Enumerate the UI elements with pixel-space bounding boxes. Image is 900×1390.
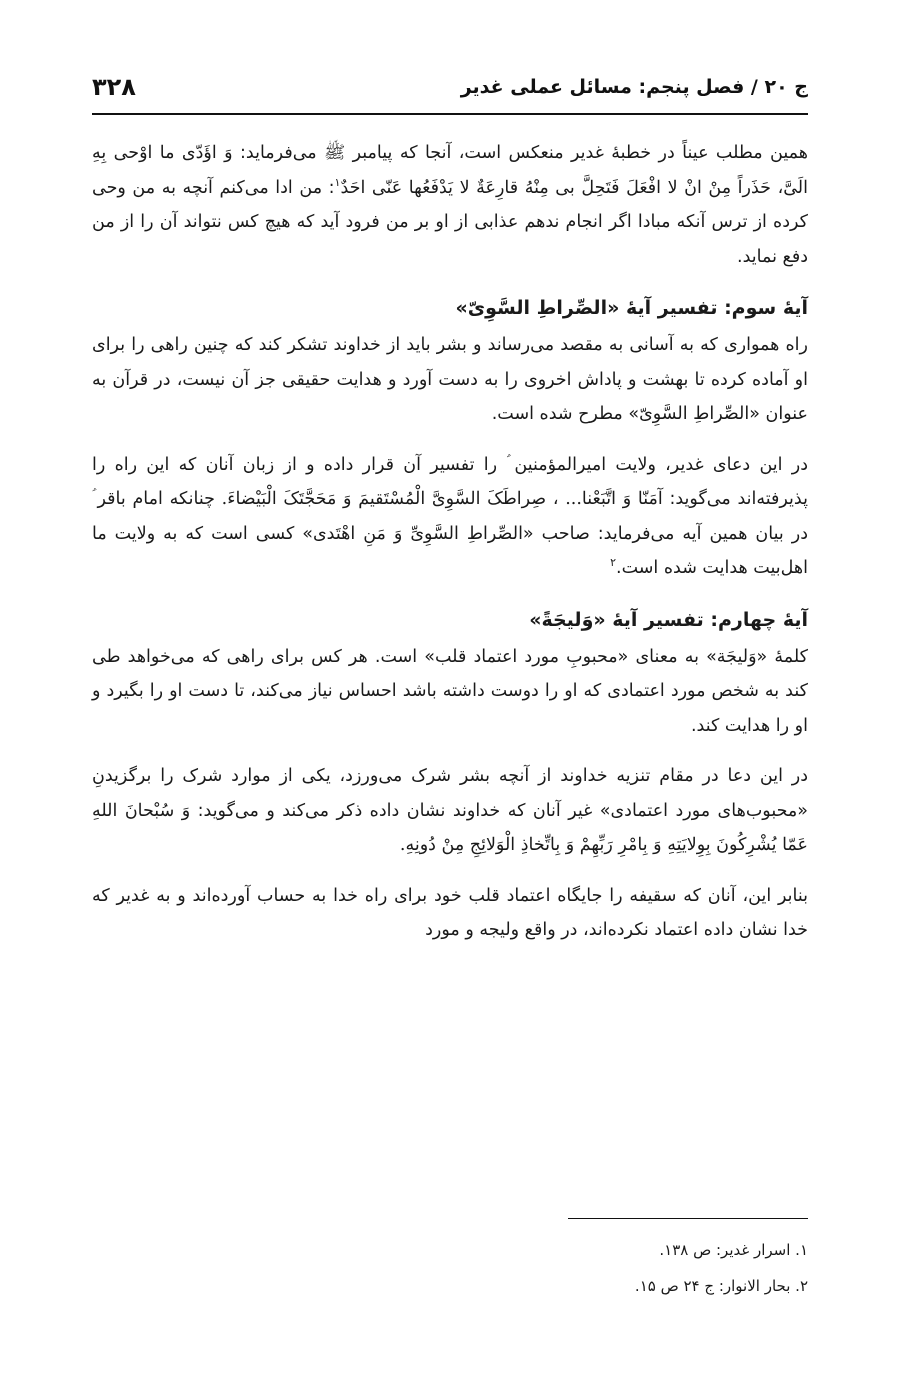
page-header xyxy=(92,62,808,112)
section-heading-4: آیهٔ چهارم: تفسیر آیهٔ «وَلیجَةً» xyxy=(529,608,808,631)
paragraph-intro xyxy=(92,136,808,274)
paragraph-text: در این دعای غدیر، ولایت امیرالمؤمنین ؑ را تفسیر آن قرار داده و از زبان آنان که این راه را پذیرفته‌اند می‌گوید: xyxy=(92,454,808,509)
paragraph-text: : من ادا می‌کنم آنچه به من وحی کرده از ترس آنکه مبادا اگر انجام ندهم عذابی از او بر من فرود آید که هیچ کس نتواند آن را از من دفع نماید. xyxy=(92,177,808,267)
footnote-rule xyxy=(568,1218,808,1219)
paragraph-s4-3: بنابر این، آنان که سقیفه را جایگاه اعتماد قلب خود برای راه خدا به حساب آورده‌اند و به غدیر که خدا نشان داده اعتماد نکرده‌اند، در واقع ولیجه و مورد xyxy=(92,885,808,940)
header-rule xyxy=(92,113,808,115)
paragraph-s4-1: کلمهٔ «وَلیجَة» به معنای «محبوبِ مورد اعتماد قلب» است. هر کس برای راهی که می‌خواهد طی کند به شخص مورد اعتمادی که او را دوست داشته باشد احساس نیاز می‌کند، تا دست او را بگیرد و او را هدایت کند. xyxy=(92,646,808,736)
footnote-marker: ۱ xyxy=(334,175,341,189)
running-head: ج ۲۰ / فصل پنجم: مسائل عملی غدیر xyxy=(460,76,808,98)
paragraph-text: در این دعا در مقام تنزیه خداوند از آنچه بشر شرک می‌ورزد، یکی از موارد شرک را برگزیدنِ «محبوب‌های مورد اعتمادی» غیر آنان که خداوند نشان داده ذکر می‌کند و می‌گوید: xyxy=(92,766,808,821)
paragraph-text: چنانکه امام باقر ؑ در بیان همین آیه می‌فرماید: صاحب «الصِّراطِ السَّوِیِّ وَ مَنِ اهْتَدی» کسی است که به ولایت ما اهل‌بیت هدایت شده است. xyxy=(92,489,808,578)
paragraph-text: همین مطلب عیناً در خطبهٔ غدیر منعکس است، آنجا که پیامبر ﷺ می‌فرماید: xyxy=(240,143,808,163)
page-body xyxy=(92,136,808,950)
footnotes xyxy=(92,1232,808,1304)
footnote-2: ۲. بحار الانوار: ج ۲۴ ص ۱۵. xyxy=(634,1277,808,1295)
book-page xyxy=(92,0,808,1390)
section-heading-3: آیهٔ سوم: تفسیر آیهٔ «الصِّراطِ السَّوِیّ» xyxy=(455,297,808,319)
page-number: ۳۲۸ xyxy=(92,73,136,101)
paragraph-s3-1: راه همواری که به آسانی به مقصد می‌رساند و بشر باید از خداوند تشکر کند که چنین راهی را برای او آماده کرده تا بهشت و پاداش اخروی را به دست آورد و هدایت حقیقی جز آن نیست، در قرآن به عنوان «الصِّراطِ السَّوِیّ» مطرح شده است. xyxy=(92,335,808,424)
footnote-marker: ۲ xyxy=(610,556,616,570)
arabic-quote: آمَنّا وَ اتَّبَعْنا... ، صِراطَکَ السَّوِیَّ الْمُسْتَقیمَ وَ مَحَجَّتَکَ الْبَیْضاءَ. xyxy=(221,489,663,509)
paragraph-s3-2 xyxy=(92,448,808,586)
paragraph-s4-2 xyxy=(92,759,808,863)
footnote-1: ۱. اسرار غدیر: ص ۱۳۸. xyxy=(659,1241,808,1259)
arabic-quote: وَ اؤَدّی ما اوْحی بِهِ الَیَّ، حَذَراً مِنْ انْ لا افْعَلَ فَتَحِلَّ بی مِنْهُ قارِعَةٌ لا یَدْفَعُها عَنّی احَدٌ xyxy=(92,143,808,198)
arabic-quote: وَ سُبْحانَ اللهِ عَمّا یُشْرِکُونَ بِوِلایَتِهِ وَ بِامْرِ رَبِّهِمْ وَ بِاتِّخاذِ الْوَلائِجِ مِنْ دُونِهِ. xyxy=(92,800,808,855)
